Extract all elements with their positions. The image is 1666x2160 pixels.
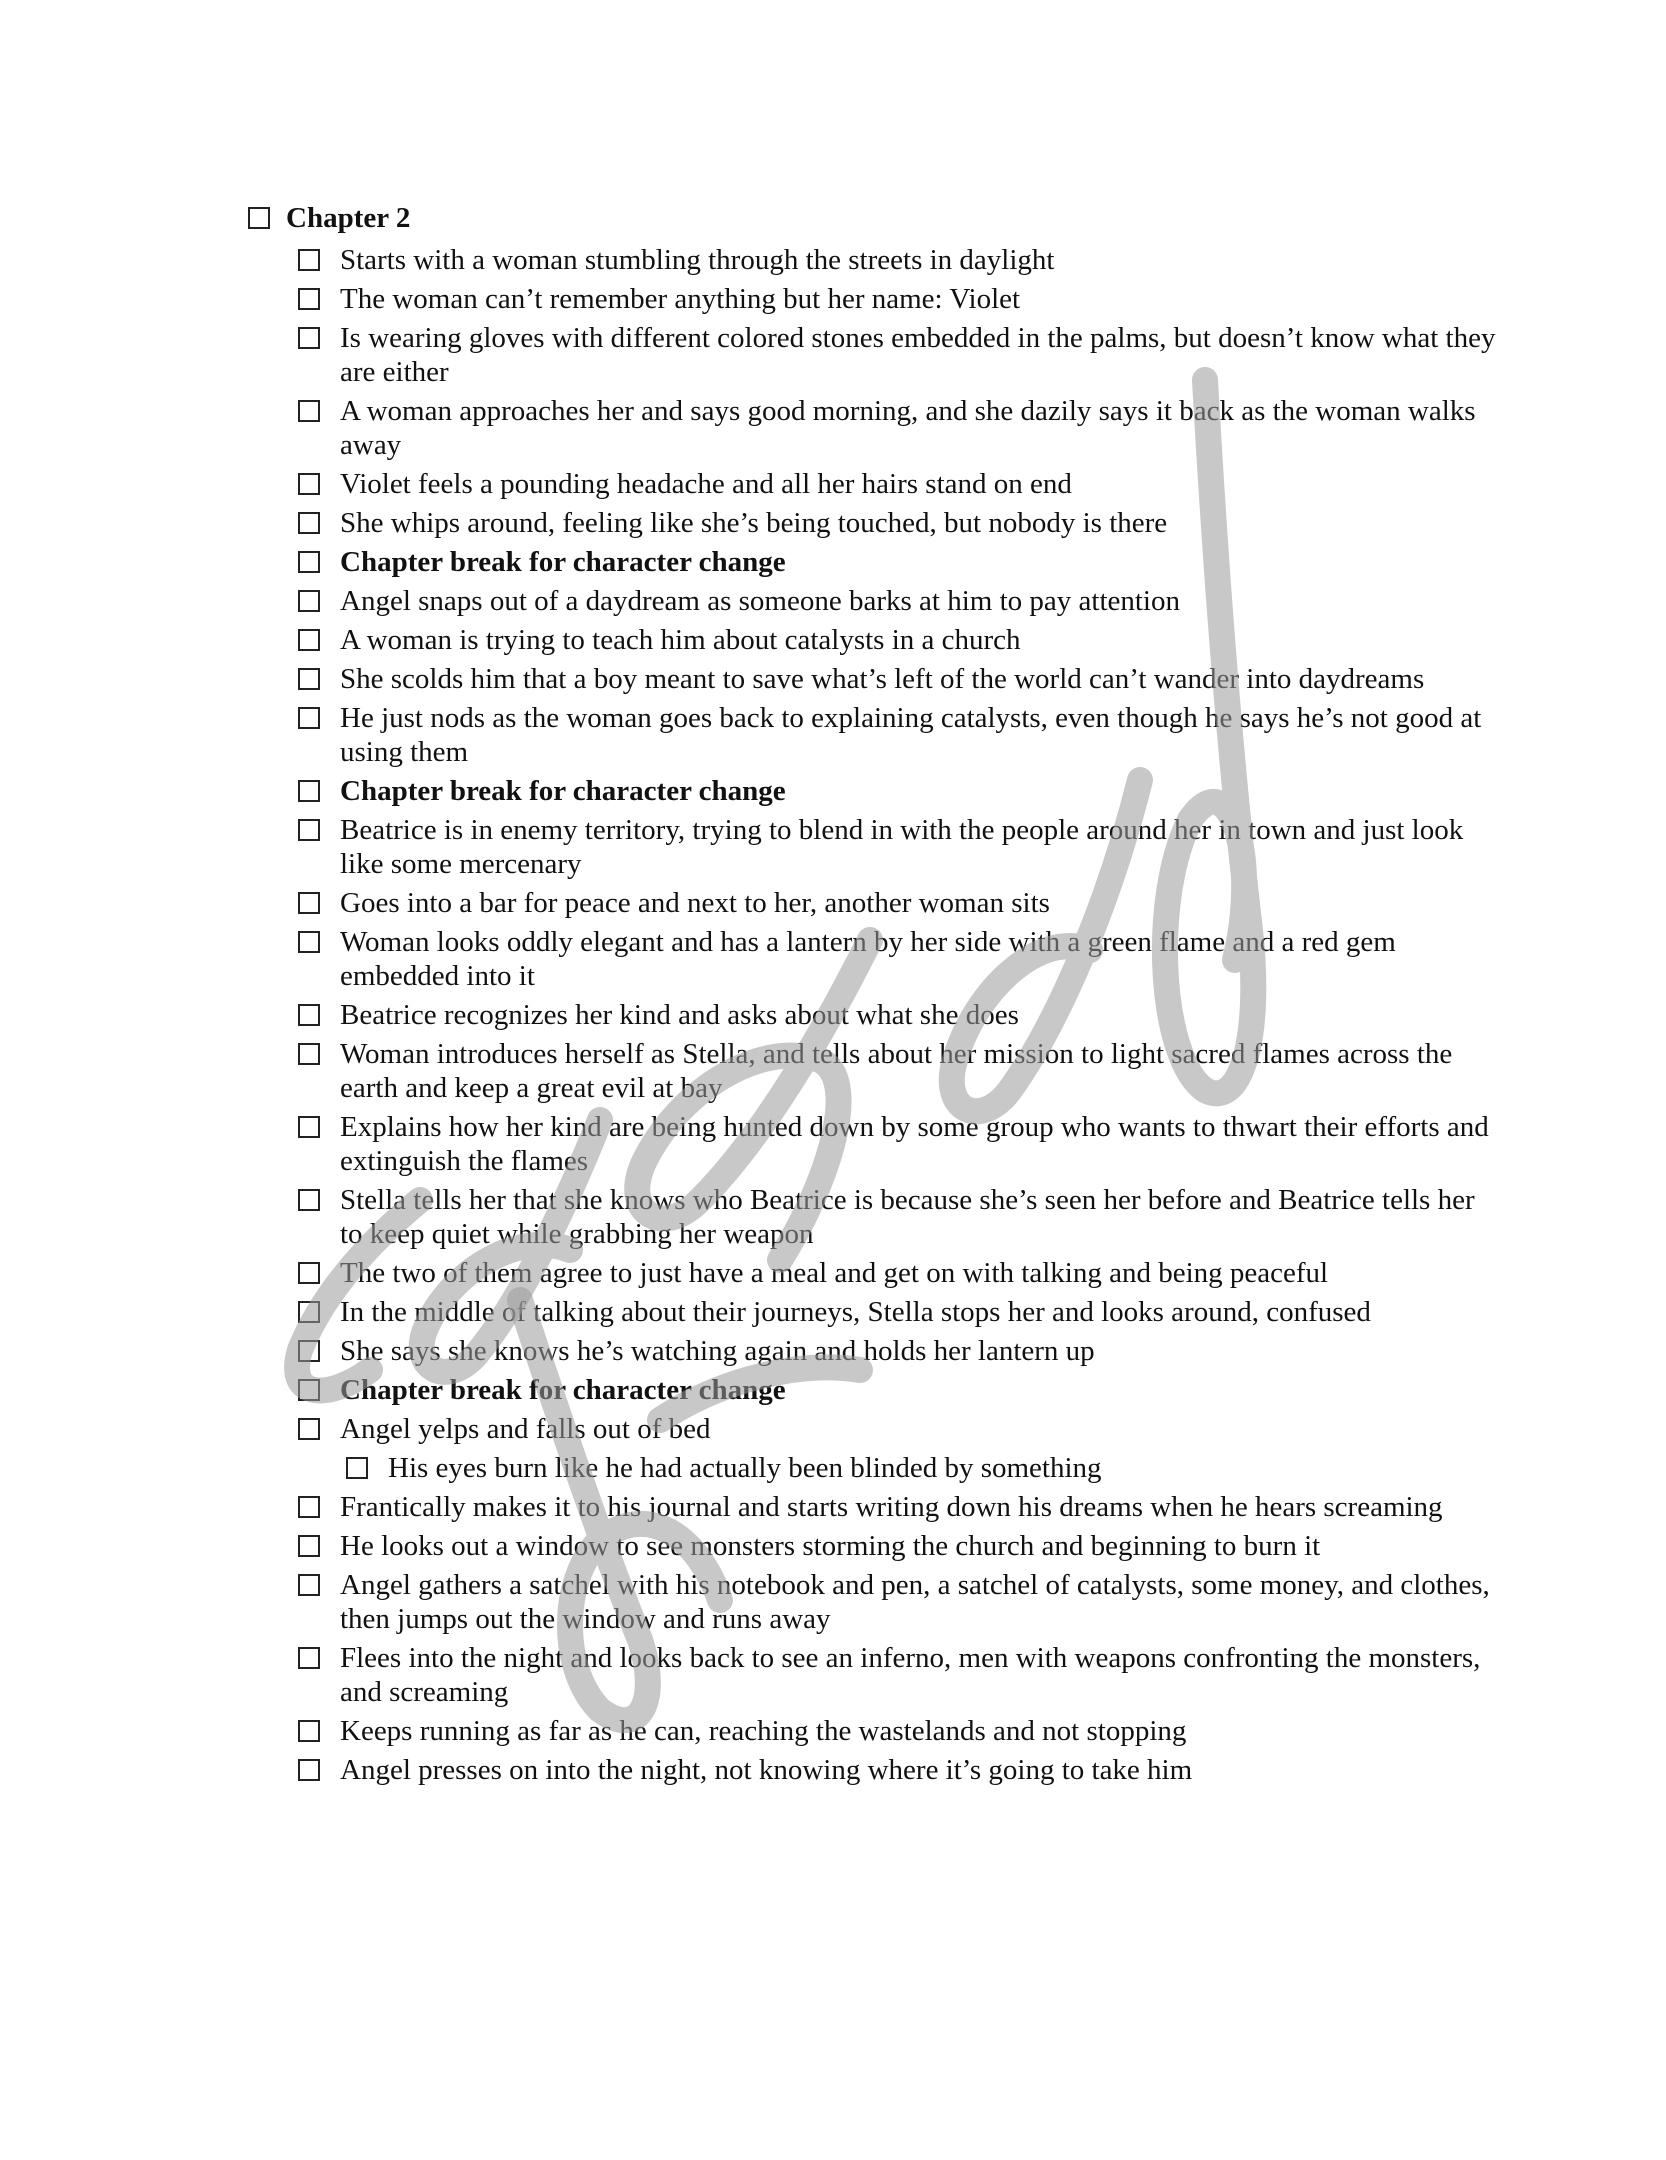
item-text: Goes into a bar for peace and next to her, another woman sits — [340, 887, 1050, 919]
item-checkbox[interactable] — [298, 668, 320, 690]
item-text: The two of them agree to just have a meal and get on with talking and being peaceful — [340, 1257, 1329, 1289]
item-text: Beatrice recognizes her kind and asks about what she does — [340, 999, 1019, 1031]
item-checkbox[interactable] — [298, 327, 320, 349]
item-text: Explains how her kind are being hunted down by some group who wants to thwart their efforts and extinguish the flames — [340, 1111, 1489, 1177]
list-item — [298, 1412, 1498, 1446]
list-item — [298, 1295, 1498, 1329]
item-text: Woman introduces herself as Stella, and tells about her mission to light sacred flames across the earth and keep a great evil at bay — [340, 1038, 1453, 1104]
list-item — [298, 1110, 1498, 1178]
list-item — [298, 394, 1498, 462]
item-text: Violet feels a pounding headache and all her hairs stand on end — [340, 468, 1072, 500]
item-checkbox[interactable] — [298, 629, 320, 651]
list-item — [298, 1568, 1498, 1636]
item-text: In the middle of talking about their journeys, Stella stops her and looks around, confused — [340, 1296, 1371, 1328]
item-checkbox[interactable] — [298, 1647, 320, 1669]
list-item — [298, 1037, 1498, 1105]
item-text: She says she knows he’s watching again and holds her lantern up — [340, 1335, 1095, 1367]
item-text: A woman is trying to teach him about catalysts in a church — [340, 624, 1021, 656]
chapter-break-item — [298, 774, 1498, 808]
item-text: Beatrice is in enemy territory, trying to blend in with the people around her in town and just look like some mercenary — [340, 814, 1464, 880]
outline-items — [298, 243, 1498, 1787]
item-checkbox[interactable] — [298, 1418, 320, 1440]
list-item — [298, 1753, 1498, 1787]
list-item — [298, 623, 1498, 657]
item-text: Flees into the night and looks back to see an inferno, men with weapons confronting the monsters, and screaming — [340, 1642, 1481, 1708]
list-item — [298, 662, 1498, 696]
item-checkbox[interactable] — [298, 1340, 320, 1362]
item-text: A woman approaches her and says good morning, and she dazily says it back as the woman walks away — [340, 395, 1476, 461]
list-item — [298, 1334, 1498, 1368]
item-checkbox[interactable] — [298, 288, 320, 310]
item-checkbox[interactable] — [298, 1043, 320, 1065]
item-checkbox[interactable] — [298, 512, 320, 534]
item-checkbox[interactable] — [298, 249, 320, 271]
sub-list-item — [346, 1451, 1498, 1485]
list-item — [298, 886, 1498, 920]
item-text: Frantically makes it to his journal and starts writing down his dreams when he hears screaming — [340, 1491, 1443, 1523]
item-text: Angel gathers a satchel with his notebook and pen, a satchel of catalysts, some money, and clothes, then jumps out the window and runs away — [340, 1569, 1490, 1635]
list-item — [298, 1529, 1498, 1563]
item-text: Starts with a woman stumbling through the streets in daylight — [340, 244, 1055, 276]
list-item — [298, 925, 1498, 993]
item-text: She scolds him that a boy meant to save what’s left of the world can’t wander into daydreams — [340, 663, 1425, 695]
item-text: His eyes burn like he had actually been blinded by something — [388, 1452, 1102, 1484]
list-item — [298, 1256, 1498, 1290]
list-item — [298, 1490, 1498, 1524]
item-checkbox[interactable] — [298, 400, 320, 422]
chapter-title: Chapter 2 — [286, 202, 411, 234]
chapter-break-item — [298, 1373, 1498, 1407]
item-text: Keeps running as far as he can, reaching the wastelands and not stopping — [340, 1715, 1187, 1747]
list-item — [298, 1183, 1498, 1251]
item-checkbox[interactable] — [298, 1116, 320, 1138]
list-item — [298, 282, 1498, 316]
list-item — [298, 321, 1498, 389]
item-checkbox[interactable] — [298, 1262, 320, 1284]
item-checkbox[interactable] — [298, 1535, 320, 1557]
chapter-break-item — [298, 545, 1498, 579]
list-item — [298, 467, 1498, 501]
item-text: Angel yelps and falls out of bed — [340, 1413, 711, 1445]
item-checkbox[interactable] — [298, 1496, 320, 1518]
list-item — [298, 1641, 1498, 1709]
item-checkbox[interactable] — [298, 892, 320, 914]
item-checkbox[interactable] — [298, 590, 320, 612]
item-text: The woman can’t remember anything but her name: Violet — [340, 283, 1021, 315]
item-text: He just nods as the woman goes back to explaining catalysts, even though he says he’s not good at using them — [340, 702, 1482, 768]
item-text: Angel presses on into the night, not knowing where it’s going to take him — [340, 1754, 1193, 1786]
item-checkbox[interactable] — [298, 1301, 320, 1323]
item-text: Chapter break for character change — [340, 1374, 786, 1406]
item-checkbox[interactable] — [298, 1189, 320, 1211]
list-item — [298, 1714, 1498, 1748]
item-checkbox[interactable] — [298, 551, 320, 573]
list-item — [298, 701, 1498, 769]
item-checkbox[interactable] — [298, 473, 320, 495]
item-checkbox[interactable] — [298, 1004, 320, 1026]
list-item — [298, 998, 1498, 1032]
item-checkbox[interactable] — [298, 780, 320, 802]
chapter-heading — [248, 198, 1498, 238]
item-checkbox[interactable] — [298, 931, 320, 953]
item-text: Angel snaps out of a daydream as someone barks at him to pay attention — [340, 585, 1180, 617]
item-text: Woman looks oddly elegant and has a lantern by her side with a green flame and a red gem embedded into it — [340, 926, 1396, 992]
item-checkbox[interactable] — [298, 1759, 320, 1781]
item-text: Chapter break for character change — [340, 546, 786, 578]
chapter-outline — [248, 198, 1498, 1787]
list-item — [298, 506, 1498, 540]
list-item — [298, 584, 1498, 618]
item-checkbox[interactable] — [298, 1574, 320, 1596]
item-checkbox[interactable] — [346, 1457, 368, 1479]
list-item — [298, 813, 1498, 881]
item-checkbox[interactable] — [298, 1720, 320, 1742]
item-text: Is wearing gloves with different colored stones embedded in the palms, but doesn’t know what they are either — [340, 322, 1496, 388]
item-text: Stella tells her that she knows who Beatrice is because she’s seen her before and Beatrice tells her to keep quiet while grabbing her weapon — [340, 1184, 1475, 1250]
item-checkbox[interactable] — [298, 1379, 320, 1401]
list-item — [298, 243, 1498, 277]
item-text: She whips around, feeling like she’s being touched, but nobody is there — [340, 507, 1168, 539]
chapter-checkbox[interactable] — [248, 207, 270, 229]
item-text: Chapter break for character change — [340, 775, 786, 807]
item-text: He looks out a window to see monsters storming the church and beginning to burn it — [340, 1530, 1321, 1562]
item-checkbox[interactable] — [298, 707, 320, 729]
item-checkbox[interactable] — [298, 819, 320, 841]
